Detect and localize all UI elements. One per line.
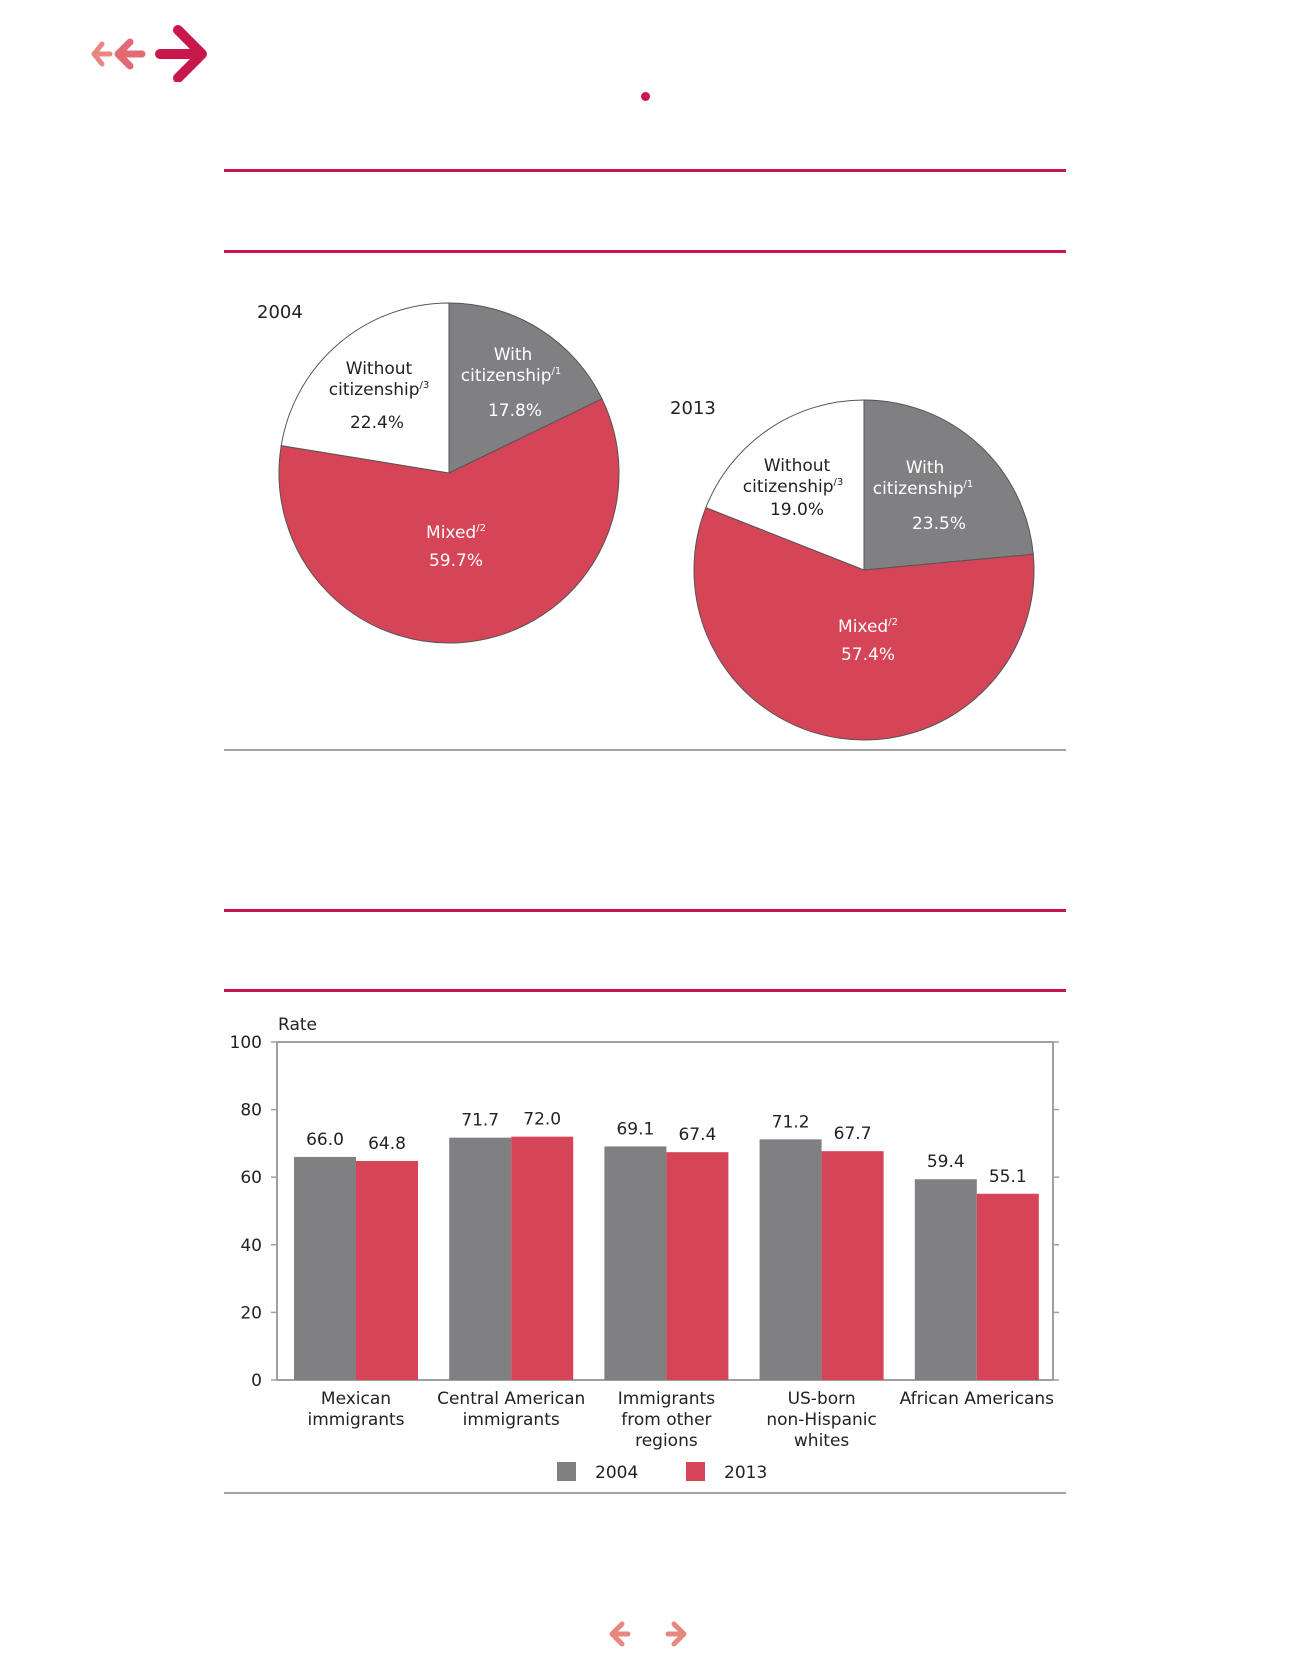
pie-charts: [224, 290, 1066, 750]
pie-2013-with-value: 23.5%: [911, 514, 967, 534]
y-tick-label: 80: [240, 1100, 262, 1121]
bar-value-label-2013-3: 67.7: [833, 1124, 872, 1145]
bar-value-label-2004-3: 71.2: [771, 1112, 810, 1133]
legend-swatch-2004: [557, 1462, 576, 1481]
pie-2004: [279, 303, 619, 643]
pie-2004-mixed-value: 59.7%: [428, 551, 484, 571]
page-marker-dot: [641, 92, 650, 101]
bar-2013-0: [356, 1161, 418, 1380]
x-category-label-1: Central American: [437, 1389, 586, 1409]
bar-legend: [557, 1462, 767, 1483]
pie-2004-without-label-line1: Without: [345, 359, 413, 379]
forward-icon[interactable]: [160, 30, 202, 78]
pie-2013-without-value: 19.0%: [769, 500, 825, 520]
x-category-label-2: regions: [635, 1431, 698, 1451]
bar-chart: [224, 1005, 1066, 1495]
pie-2013-mixed-value: 57.4%: [840, 645, 896, 665]
x-category-label-3: US-born: [787, 1389, 856, 1409]
bar-2004-2: [604, 1146, 666, 1380]
back-small-icon[interactable]: [94, 44, 110, 64]
pie-2004-with-label-line1: With: [493, 345, 533, 365]
bar-2013-1: [511, 1137, 573, 1380]
x-category-label-0: Mexican: [320, 1389, 392, 1409]
pie-2013-mixed-sup: /2: [888, 617, 898, 628]
x-category-label-4: African Americans: [899, 1389, 1055, 1409]
y-tick-label: 60: [240, 1168, 262, 1189]
bar-value-label-2004-2: 69.1: [616, 1119, 655, 1140]
pie-2004-without-sup: /3: [419, 380, 430, 391]
bar-2004-0: [294, 1157, 356, 1380]
y-tick-label: 0: [251, 1371, 262, 1391]
bar-y-axis-label: Rate: [278, 1015, 317, 1035]
bar-2013-3: [822, 1151, 884, 1380]
bottom-navigation: [600, 1615, 700, 1655]
y-tick-label: 100: [229, 1033, 262, 1053]
y-tick-label: 40: [240, 1235, 262, 1256]
pie-2013-year-label: 2013: [670, 398, 716, 419]
x-category-label-2: Immigrants: [617, 1389, 716, 1409]
bar-2013-2: [666, 1152, 728, 1380]
bar-2004-3: [760, 1139, 822, 1380]
pie-2013: [694, 400, 1034, 740]
pie-2013-without-label: citizenship$^{/3}$: [742, 477, 844, 497]
bar-value-label-2004-4: 59.4: [926, 1152, 965, 1173]
bar-value-label-2013-2: 67.4: [678, 1125, 717, 1146]
figure2-title-rule: [224, 989, 1066, 992]
pie-2004-with-sup: /1: [551, 366, 562, 377]
next-page-icon[interactable]: [668, 1624, 684, 1644]
pie-2004-with-label: citizenship$^{/1}$: [460, 366, 562, 386]
pie-2004-with-value: 17.8%: [487, 401, 543, 421]
bar-value-label-2004-0: 66.0: [306, 1129, 344, 1150]
x-category-label-1: immigrants: [462, 1410, 560, 1430]
legend-label-2013: 2013: [724, 1463, 768, 1483]
pie-2013-with-label-line1: With: [905, 458, 945, 478]
x-category-label-3: non-Hispanic: [766, 1410, 877, 1430]
figure2-bottom-rule: [224, 1492, 1066, 1494]
pie-2013-with-sup: /1: [963, 479, 974, 490]
y-tick-label: 20: [240, 1303, 262, 1324]
bar-x-labels: [307, 1389, 1054, 1451]
bar-value-label-2013-4: 55.1: [988, 1166, 1027, 1187]
x-category-label-0: immigrants: [307, 1410, 405, 1430]
figure1-top-rule: [224, 169, 1066, 172]
figure1-title-rule: [224, 250, 1066, 253]
pie-2004-without-value: 22.4%: [349, 413, 405, 433]
legend-swatch-2013: [686, 1462, 705, 1481]
pie-2004-mixed-text: Mixed: [426, 523, 477, 543]
previous-page-icon[interactable]: [612, 1624, 628, 1644]
pie-2004-without-label: citizenship$^{/3}$: [328, 380, 430, 400]
bar-value-label-2004-1: 71.7: [461, 1110, 500, 1131]
bar-value-label-2013-1: 72.0: [523, 1109, 562, 1130]
bar-2004-4: [915, 1179, 977, 1380]
pie-2013-without-label-line1: Without: [763, 456, 831, 476]
pie-2013-with-label: citizenship$^{/1}$: [872, 479, 974, 499]
x-category-label-2: from other: [621, 1410, 712, 1430]
bar-value-label-2013-0: 64.8: [368, 1133, 406, 1154]
bar-2013-4: [977, 1194, 1039, 1380]
bar-marks: [294, 1110, 1039, 1380]
pie-2004-mixed-sup: /2: [476, 523, 486, 534]
back-icon[interactable]: [118, 42, 142, 66]
pie-2013-without-sup: /3: [833, 477, 844, 488]
x-category-label-3: whites: [793, 1431, 850, 1451]
legend-label-2004: 2004: [595, 1463, 639, 1483]
bar-2004-1: [449, 1138, 511, 1380]
pie-2004-year-label: 2004: [257, 302, 303, 323]
pie-2013-mixed-text: Mixed: [838, 617, 889, 637]
figure2-top-rule: [224, 909, 1066, 912]
top-navigation: [90, 22, 220, 82]
figure1-bottom-rule: [224, 749, 1066, 751]
